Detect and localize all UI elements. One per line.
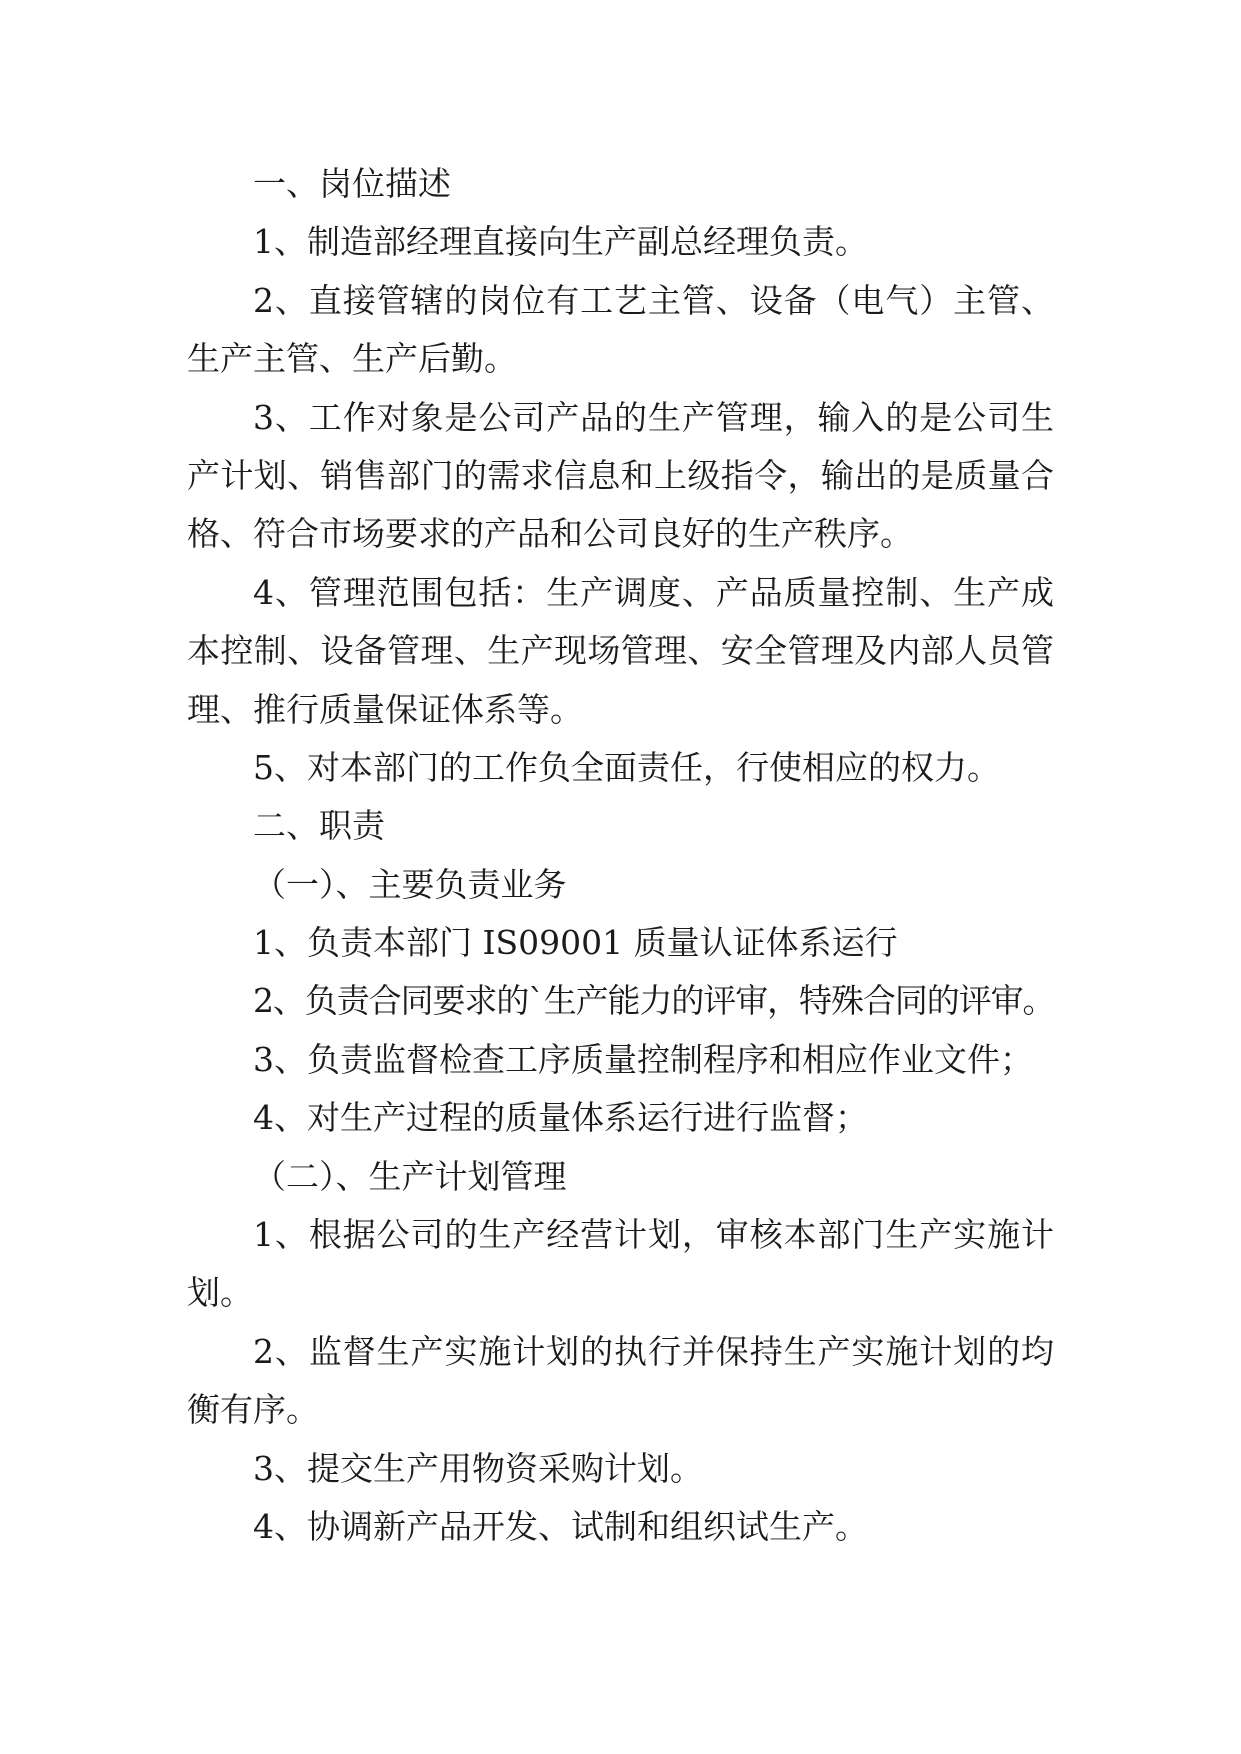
job-description-item-1 (187, 213, 1054, 271)
subsection-heading-main-business (187, 856, 1054, 914)
text-line: 理、推行质量保证体系等。 (187, 689, 583, 729)
text-line: 2、直接管辖的岗位有工艺主管、设备（电气）主管、 (253, 280, 1054, 320)
job-description-item-5 (187, 739, 1054, 797)
production-planning-item-4 (187, 1498, 1054, 1556)
subsection-heading-production-planning (187, 1148, 1054, 1206)
text-line: 3、负责监督检查工序质量控制程序和相应作业文件； (253, 1039, 1033, 1079)
text-line: 生产主管、生产后勤。 (187, 339, 517, 379)
text-line: 3、提交生产用物资采购计划。 (253, 1448, 703, 1488)
production-planning-item-2 (187, 1323, 1054, 1440)
job-description-item-3 (187, 389, 1054, 564)
production-planning-item-1 (187, 1206, 1054, 1323)
text-line: 4、管理范围包括：生产调度、产品质量控制、生产成 (253, 572, 1054, 612)
text-line: 1、制造部经理直接向生产副总经理负责。 (253, 222, 868, 262)
text-line: 2、监督生产实施计划的执行并保持生产实施计划的均 (253, 1331, 1054, 1371)
text-line: 3、工作对象是公司产品的生产管理，输入的是公司生 (253, 397, 1054, 437)
section-heading-duties (187, 797, 1054, 855)
text-line: 二、职责 (253, 806, 385, 846)
text-line: 产计划、销售部门的需求信息和上级指令，输出的是质量合 (187, 455, 1054, 495)
text-line: 4、对生产过程的质量体系运行进行监督； (253, 1098, 868, 1138)
text-line: 一、岗位描述 (253, 164, 451, 203)
text-line: （二）、生产计划管理 (253, 1156, 567, 1196)
text-line: 衡有序。 (187, 1390, 319, 1430)
text-line: 2、负责合同要求的`生产能力的评审，特殊合同的评审。 (253, 981, 1054, 1021)
text-line: 5、对本部门的工作负全面责任，行使相应的权力。 (253, 747, 1000, 787)
text-line: 1、负责本部门 IS09001 质量认证体系运行 (253, 923, 898, 963)
production-planning-item-3 (187, 1440, 1054, 1498)
main-business-item-4 (187, 1089, 1054, 1147)
text-line: 1、根据公司的生产经营计划，审核本部门生产实施计 (253, 1215, 1054, 1255)
job-description-item-4 (187, 564, 1054, 739)
main-business-item-2 (187, 972, 1054, 1030)
text-line: 划。 (187, 1273, 253, 1313)
section-heading-job-description (187, 155, 1054, 213)
main-business-item-3 (187, 1031, 1054, 1089)
text-line: （一）、主要负责业务 (253, 864, 567, 904)
text-line: 本控制、设备管理、生产现场管理、安全管理及内部人员管 (187, 631, 1054, 671)
text-line: 格、符合市场要求的产品和公司良好的生产秩序。 (187, 514, 913, 554)
job-description-item-2 (187, 272, 1054, 389)
main-business-item-1 (187, 914, 1054, 972)
text-line: 4、协调新产品开发、试制和组织试生产。 (253, 1506, 868, 1546)
document-body (187, 155, 1054, 1556)
